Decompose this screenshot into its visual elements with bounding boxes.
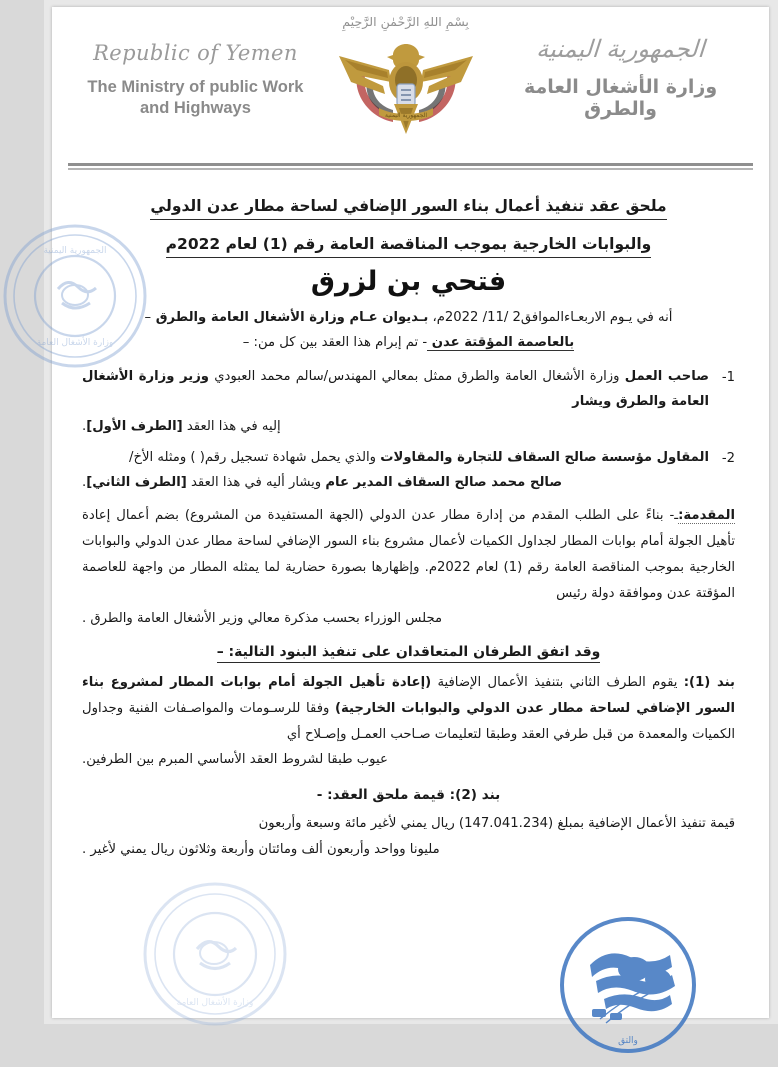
clause-2-body-block (82, 811, 735, 864)
party-1-title: وزير وزارة الأشغال العامة والطرق ويشار (82, 368, 709, 410)
clause-1 (82, 670, 735, 773)
yemen-state-emblem-icon (331, 30, 481, 138)
party-number-2: 2- (721, 451, 735, 467)
document-page (36, 7, 769, 1046)
introduction-last-line: مجلس الوزراء بحسب مذكرة معالي وزير الأشغال العامة والطرق . (82, 611, 443, 627)
preamble-date-text: أنه في يـوم الاربعـاءالموافق2 /11/ 2022م، (428, 309, 673, 325)
party-1-role: صاحب العمل (624, 368, 709, 384)
ministry-name-english (70, 77, 321, 119)
svg-text:الجمهورية اليمنية: الجمهورية اليمنية (43, 246, 107, 256)
party-2-tail (82, 470, 709, 495)
svg-text:والتق: والتق (618, 1036, 638, 1046)
svg-text:وزارة الأشغال العامة: وزارة الأشغال العامة (36, 338, 114, 348)
preamble-conclusion-text: - تم إبرام هذا العقد بين كل من: – (242, 334, 428, 350)
country-name-english: Republic of Yemen (93, 41, 298, 65)
party-number-1: 1- (721, 369, 735, 385)
preamble-dash-1: – (144, 309, 152, 325)
party-2-designation: [الطرف الثاني] (86, 475, 187, 491)
ministry-name-arabic: وزارة الأشغال العامة والطرق (523, 76, 718, 120)
page-frame (36, 0, 778, 1046)
party-2-company: المقاول مؤسسة صالح السقاف للتجارة والمقاولات (380, 450, 709, 466)
clause-1-body: وفقا للرسـومات والمواصـفات الفنية وجداول الكميات والمعمدة من قبل طرفي العقد وطبقا لتعليمات صـاحب العمـل وإصـلاح أي (82, 700, 735, 742)
party-1-ref-text: إليه في هذا العقد (182, 419, 281, 435)
party-text-1 (82, 364, 709, 439)
svg-text:الجمهورية اليمنية: الجمهورية اليمنية (384, 112, 427, 119)
bismillah-text: بِسْمِ اللهِ الرَّحْمٰنِ الرَّحِيْمِ (342, 15, 469, 29)
party-1-period: . (82, 419, 87, 435)
contractor-seal-right-bottom-stamp (530, 907, 726, 1067)
document-title-block (82, 196, 735, 264)
ministry-name-english-line2: and Highways (139, 99, 251, 118)
clause-2-title: قيمة ملحق العقد: - (316, 786, 445, 803)
emblem-block (321, 13, 490, 138)
clause-1-intro: يقوم الطرف الثاني بتنفيذ الأعمال الإضافية (431, 675, 684, 691)
party-text-2 (82, 445, 709, 495)
preamble-office-text: بـديوان عـام وزارة الأشغال العامة والطرق (151, 309, 429, 325)
preamble-line-2 (82, 331, 735, 354)
country-name-arabic: الجمهورية اليمنية (535, 35, 706, 63)
header-divider-thick (68, 163, 753, 166)
clause-1-tail: عيوب طبقا لشروط العقد الأساسي المبرم بين الطرفين. (82, 752, 388, 768)
letterhead-arabic (490, 13, 751, 120)
clause-2-title-row (82, 787, 735, 803)
preamble-line-1 (82, 306, 735, 329)
clause-1-scope: (إعادة تأهيل الجولة أمام بوابات المطار لمشروع بناء السور الإضافي لساحة مطار عدن الدولي والبوابات الخارجية) (82, 675, 735, 716)
letterhead (52, 7, 769, 159)
clause-2-amount-text: قيمة تنفيذ الأعمال الإضافية بمبلغ (147.041.234) ريال يمني لأغير مائة وسبعة وأربعون (258, 815, 735, 831)
party-1-designation: [الطرف الأول] (86, 419, 183, 435)
clause-2-amount-words-tail: مليونا وواحد وأربعون ألف ومائتان وأربعة وثلاثون ريال يمني لأغير . (82, 842, 440, 858)
party-2-period: . (82, 475, 87, 491)
document-body (52, 170, 769, 864)
party-2-ref-text: ويشار أليه في هذا العقد (186, 475, 326, 491)
agreement-statement (82, 644, 735, 660)
introduction-section (82, 503, 735, 632)
document-title-line-1: ملحق عقد تنفيذ أعمال بناء السور الإضافي لساحة مطار عدن الدولي (150, 196, 666, 220)
parties-list (82, 364, 735, 495)
introduction-body: ـ- بناءً على الطلب المقدم من إدارة مطار عدن الدولي (الجهة المستفيدة من المشروع) بضم أعمال إعادة تأهيل الجولة أمام بوابات المطار لجداول الكميات لأعمال مشروع بناء السور الإضافي لساحة مطار عدن الدولي والبوابات الخارجية بموجب المناقصة العامة رقم (1) لعام 2022م. وإظهارها بصورة حضارية لما يمثله المطار من واجهة للعاصمة المؤقتة عدن وموافقة دولة رئيس (82, 508, 736, 601)
clause-1-head: بند (1): (683, 675, 735, 691)
agreement-statement-text: وقد اتفق الطرفان المتعاقدان على تنفيذ البنود التالية: – (217, 644, 601, 663)
letterhead-english (70, 13, 321, 119)
party-2-manager: صالح محمد صالح السقاف المدير عام (325, 475, 563, 491)
ministry-name-english-line1: The Ministry of public Work (87, 78, 304, 96)
signer-name: فتحي بن لزرق (310, 265, 507, 297)
document-title-line-2: والبوابات الخارجية بموجب المناقصة العامة رقم (1) لعام 2022م (166, 234, 652, 258)
party-1-detail: وزارة الأشغال العامة والطرق ممثل بمعالي المهندس/سالم محمد العبودي (209, 368, 625, 384)
ministry-seal-left-bottom-stamp (140, 879, 290, 1029)
party-item-1 (82, 364, 735, 439)
svg-text:وزارة الأشغال العامة: وزارة الأشغال العامة (176, 998, 254, 1008)
party-1-tail (82, 414, 709, 439)
party-2-detail: والذي يحمل شهادة تسجيل رقم( ) ومثله الأخ/ (129, 450, 381, 466)
party-item-2 (82, 445, 735, 495)
preamble-city-text: بالعاصمة المؤقتة عدن (427, 334, 575, 350)
clause-2-head: بند (2): (449, 786, 501, 803)
introduction-label: المقدمة: (678, 508, 735, 524)
